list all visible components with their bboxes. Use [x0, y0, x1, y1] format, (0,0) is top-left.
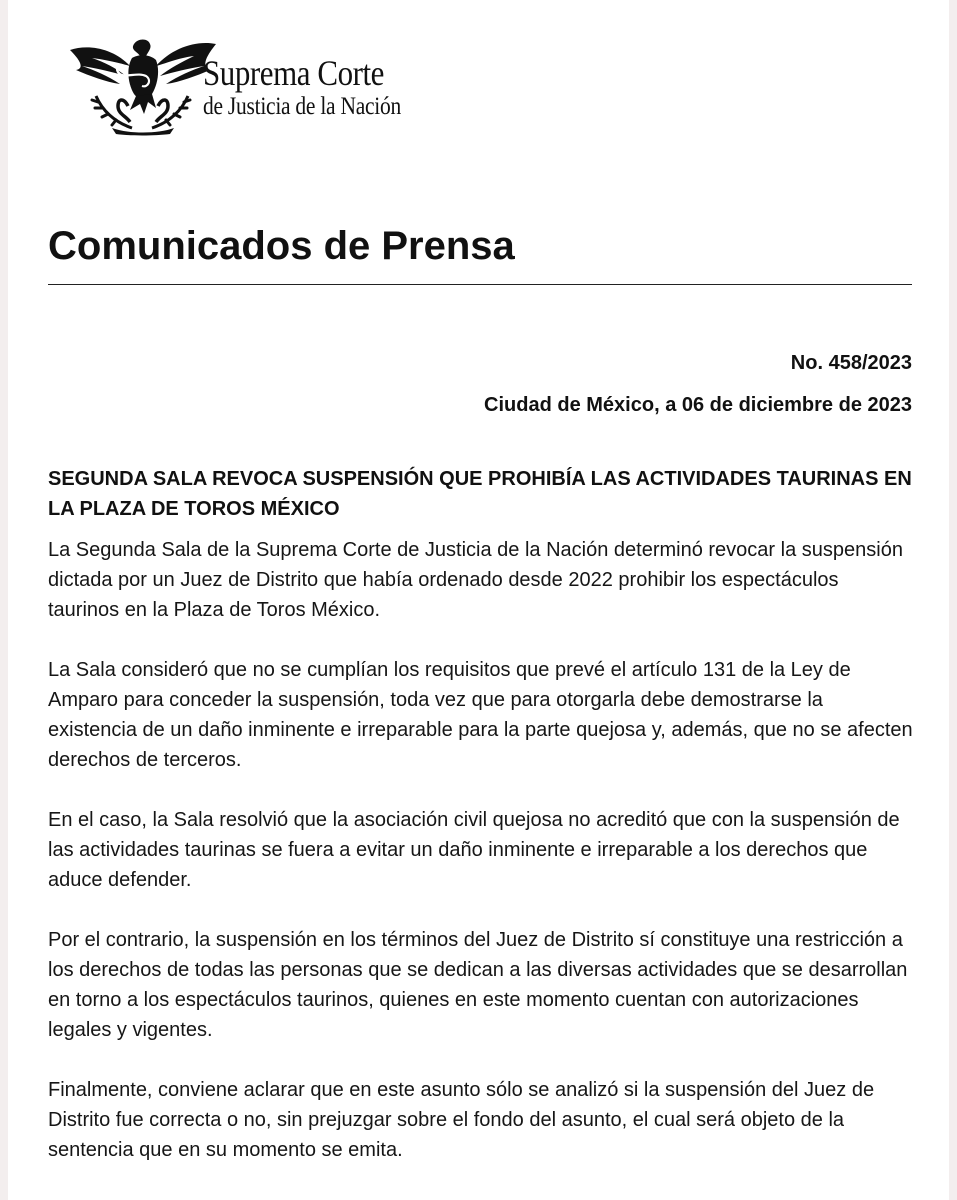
scjn-logo — [68, 36, 458, 136]
article-body — [48, 535, 914, 1195]
paragraph: Por el contrario, la suspensión en los términos del Juez de Distrito sí constituye una restricción a los derechos de todas las personas que se dedican a las diversas actividades que se desarrollan en torno a los espectáculos taurinos, quienes en este momento cuentan con autorizaciones legales y vigentes. — [48, 929, 908, 1041]
institution-name — [203, 54, 433, 122]
paragraph: La Segunda Sala de la Suprema Corte de Justicia de la Nación determinó revocar la suspensión dictada por un Juez de Distrito que había ordenado desde 2022 prohibir los espectáculos taurinos en la Plaza de Toros México. — [48, 539, 903, 621]
title-divider — [48, 284, 912, 285]
paragraph: En el caso, la Sala resolvió que la asociación civil quejosa no acreditó que con la suspensión de las actividades taurinas se fuera a evitar un daño inminente e irreparable a los derechos que aduce defender. — [48, 809, 900, 891]
bulletin-number: No. 458/2023 — [790, 352, 912, 374]
paragraph: Finalmente, conviene aclarar que en este asunto sólo se analizó si la suspensión del Juez de Distrito fue correcta o no, sin prejuzgar sobre el fondo del asunto, el cual será objeto de la sentencia que en su momento se emita. — [48, 1079, 875, 1161]
paragraph: La Sala consideró que no se cumplían los requisitos que prevé el artículo 131 de la Ley de Amparo para conceder la suspensión, toda vez que para otorgarla debe demostrarse la existencia de un daño inminente e irreparable para la parte quejosa y, además, que no se afecten derechos de terceros. — [48, 659, 913, 771]
page-title: Comunicados de Prensa — [48, 224, 515, 268]
dateline: Ciudad de México, a 06 de diciembre de 2023 — [484, 394, 912, 416]
institution-name-line1: Suprema Corte — [203, 53, 384, 93]
press-release-page — [8, 0, 949, 1200]
mexican-eagle-emblem-icon — [68, 36, 218, 136]
headline: SEGUNDA SALA REVOCA SUSPENSIÓN QUE PROHIBÍA LAS ACTIVIDADES TAURINAS EN LA PLAZA DE TOROS MÉXICO — [48, 468, 912, 520]
institution-name-line2: de Justicia de la Nación — [203, 93, 401, 120]
